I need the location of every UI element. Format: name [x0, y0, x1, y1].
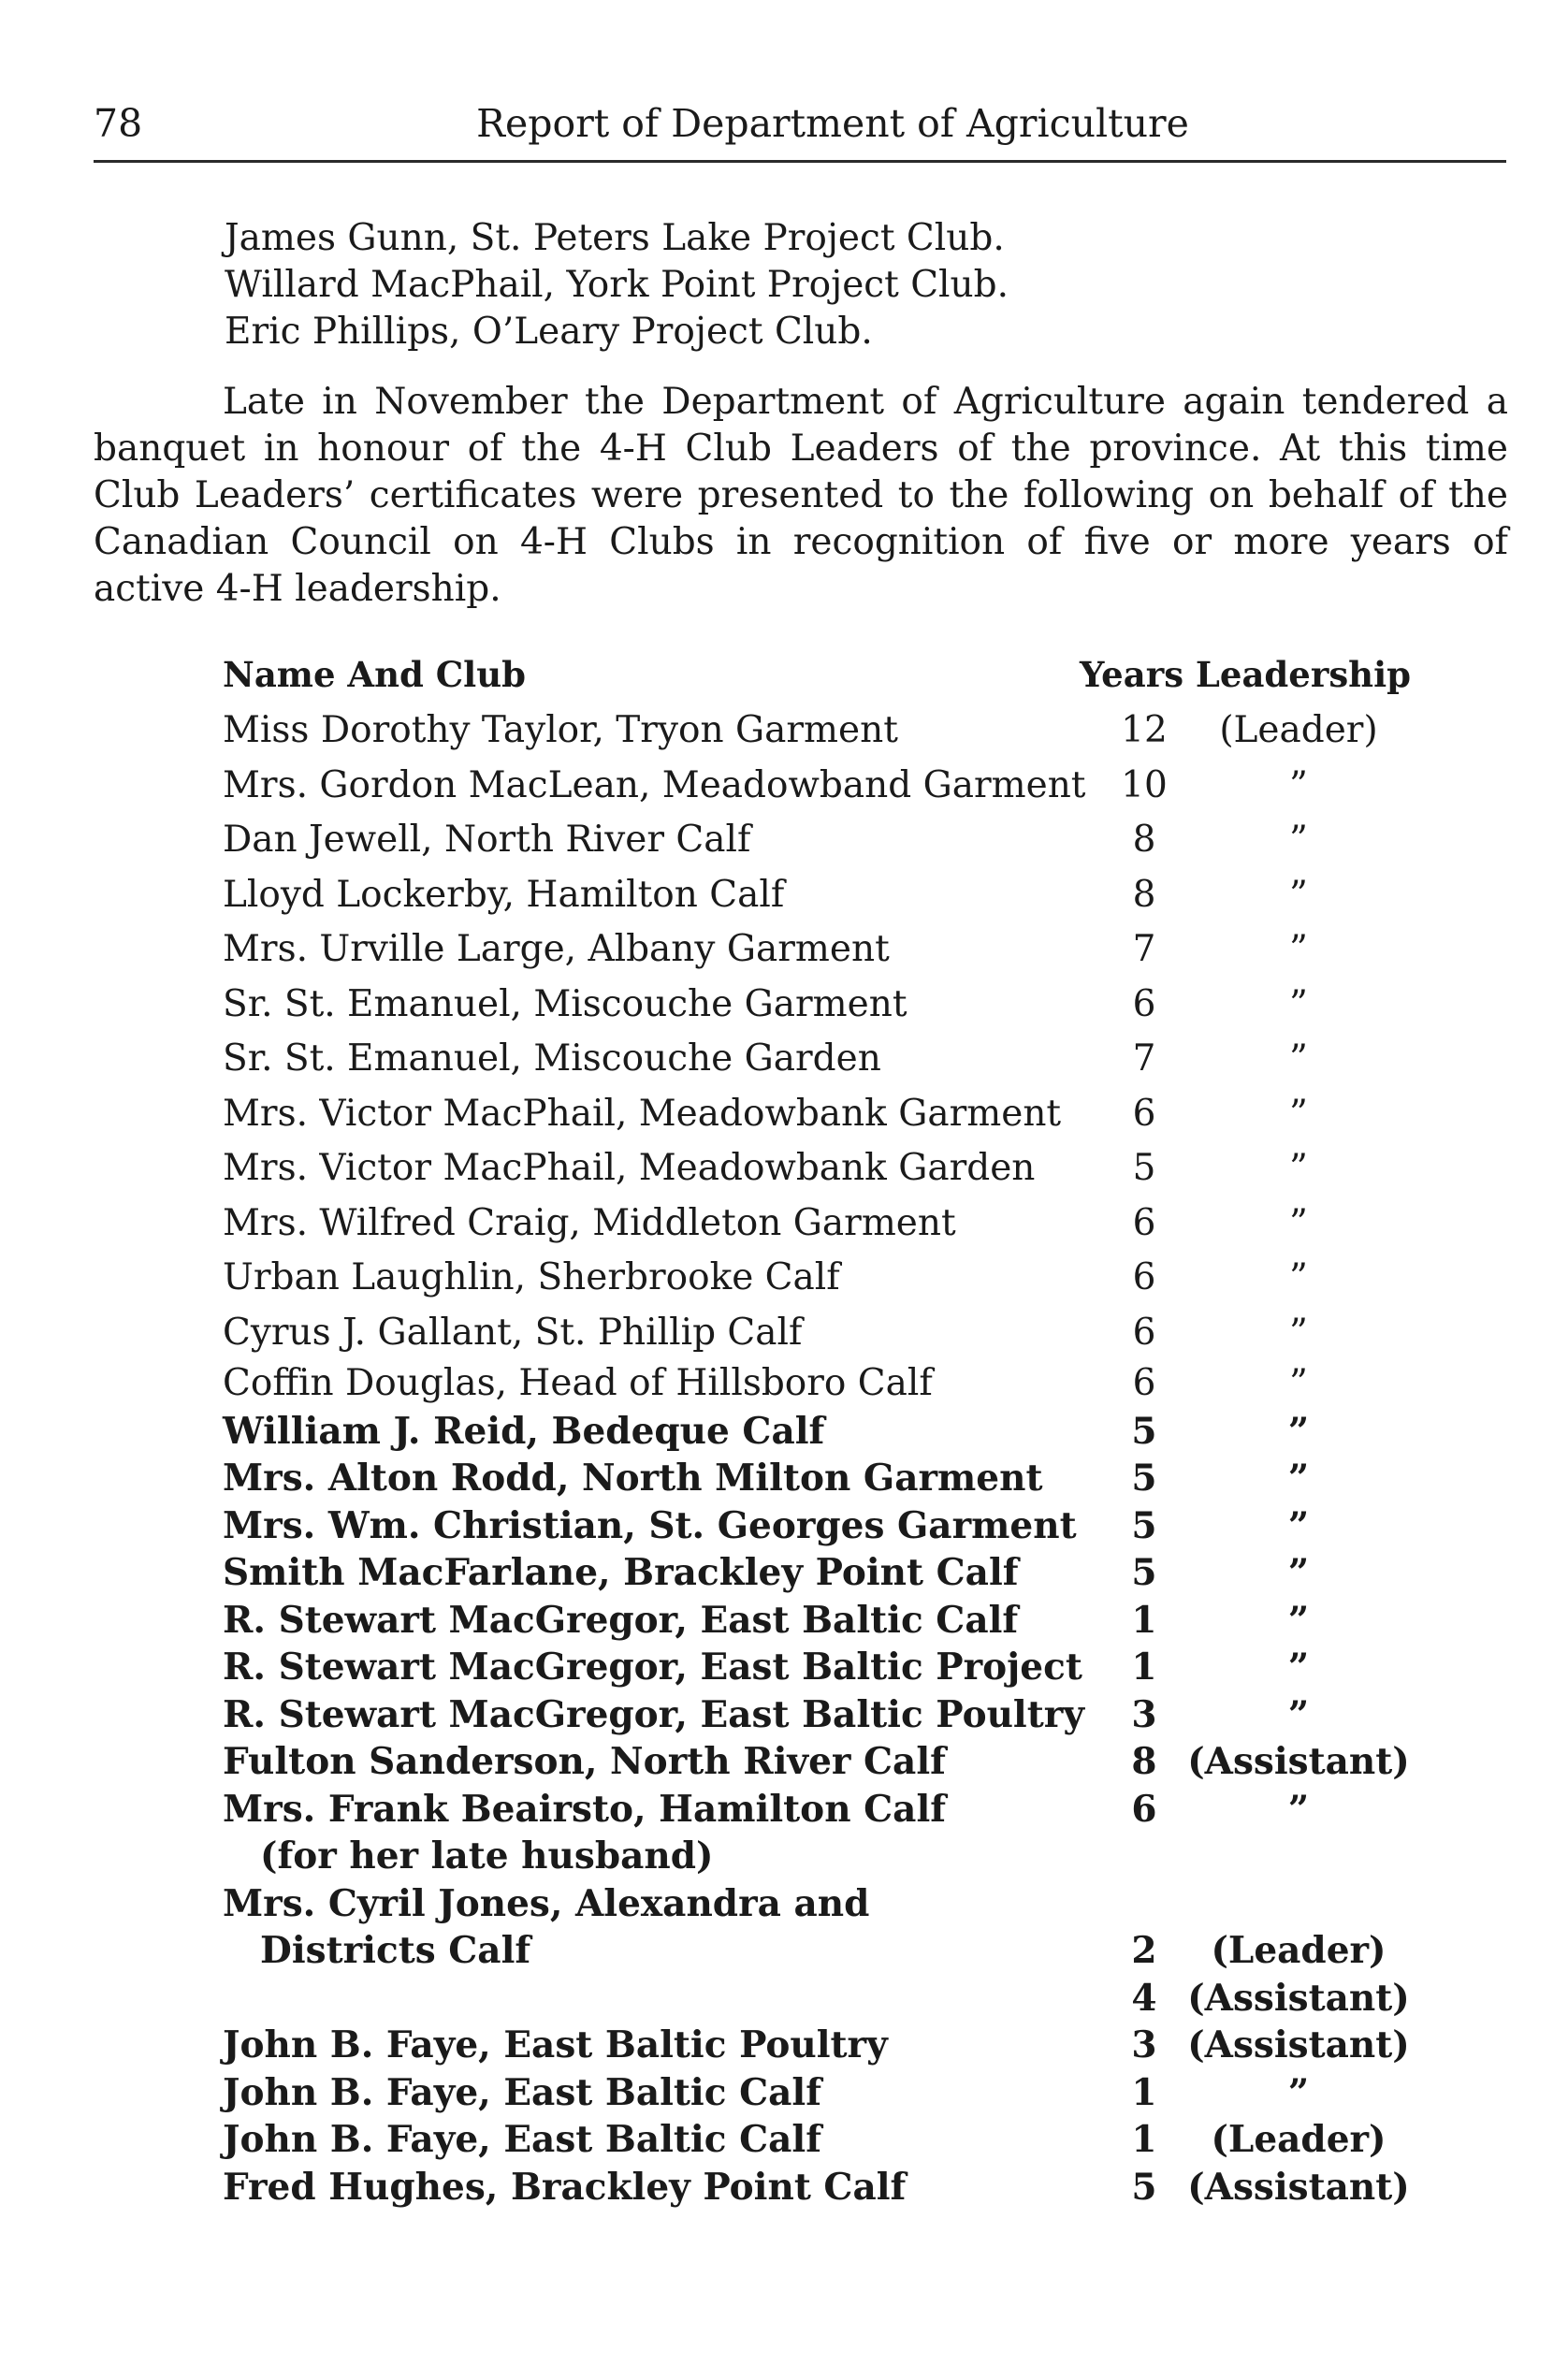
- table-row: [223, 868, 1411, 923]
- row-name-and-club: Districts Calf: [260, 1929, 531, 1972]
- row-leadership-role: ”: [1289, 873, 1308, 916]
- row-name-and-club: Mrs. Victor MacPhail, Meadowbank Garment: [223, 1092, 1062, 1135]
- row-leadership-role: (Leader): [1211, 2118, 1387, 2161]
- row-name-and-club: Coffin Douglas, Head of Hillsboro Calf: [223, 1362, 933, 1404]
- row-name-and-club: Fulton Sanderson, North River Calf: [223, 1740, 946, 1783]
- row-years: 6: [1132, 1362, 1156, 1404]
- table-row: [223, 1032, 1411, 1087]
- row-years: 7: [1132, 1037, 1156, 1080]
- leaders-table: [223, 645, 1411, 2211]
- row-name-and-club: Lloyd Lockerby, Hamilton Calf: [223, 873, 785, 916]
- row-name-and-club: John B. Faye, East Baltic Calf: [223, 2070, 821, 2114]
- row-years: 1: [1131, 1598, 1157, 1642]
- table-row: [223, 813, 1411, 868]
- club-list: [225, 215, 1441, 355]
- body-paragraph: Late in November the Department of Agriculture again tendered a banquet in honour of the 4-H Club Leaders of the province. At this time Club Leaders’ certificates were presented to the following on behalf of the Canadian Council on 4-H Clubs in recognition of five or more years of active 4-H leadership.: [94, 381, 1508, 610]
- table-header: [223, 645, 1411, 703]
- header-name-and-club: Name And Club: [223, 654, 527, 695]
- row-name-and-club: William J. Reid, Bedeque Calf: [223, 1409, 825, 1453]
- row-name-and-club: Mrs. Wm. Christian, St. Georges Garment: [223, 1503, 1077, 1547]
- header-years-leadership: Years Leadership: [1079, 654, 1411, 695]
- table-row: [223, 759, 1411, 814]
- row-leadership-role: ”: [1287, 1598, 1310, 1642]
- row-leadership-role: ”: [1287, 1503, 1310, 1547]
- table-row: [223, 1597, 1411, 1645]
- row-name-and-club: Mrs. Wilfred Craig, Middleton Garment: [223, 1201, 956, 1244]
- table-row: [223, 1251, 1411, 1306]
- row-name-and-club: Mrs. Gordon MacLean, Meadowband Garment: [223, 763, 1086, 806]
- table-row: [223, 1502, 1411, 1550]
- table-row: [223, 2116, 1411, 2164]
- row-leadership-role: (Assistant): [1187, 2023, 1410, 2066]
- row-years: 6: [1131, 1787, 1157, 1831]
- row-years: 3: [1131, 1692, 1157, 1736]
- row-years: 6: [1132, 1092, 1156, 1135]
- row-leadership-role: ”: [1289, 763, 1308, 806]
- table-row: [223, 2022, 1411, 2069]
- row-leadership-role: ”: [1289, 1092, 1308, 1135]
- row-years: 1: [1131, 2118, 1157, 2161]
- row-leadership-role: (Assistant): [1187, 2165, 1410, 2209]
- table-body: [223, 703, 1411, 2211]
- table-row: [223, 1306, 1411, 1361]
- row-leadership-role: (Assistant): [1187, 1740, 1410, 1783]
- row-name-and-club: R. Stewart MacGregor, East Baltic Poultry: [223, 1692, 1084, 1736]
- row-years: 1: [1131, 2070, 1157, 2114]
- row-years: 5: [1131, 1457, 1157, 1500]
- row-name-and-club: Mrs. Frank Beairsto, Hamilton Calf: [223, 1787, 947, 1831]
- table-row: [223, 2069, 1411, 2117]
- row-years: 5: [1131, 1503, 1157, 1547]
- row-name-and-club: John B. Faye, East Baltic Poultry: [223, 2023, 888, 2066]
- row-leadership-role: ”: [1287, 1457, 1310, 1500]
- row-years: 1: [1131, 1646, 1157, 1689]
- table-row: [223, 2164, 1411, 2211]
- row-years: 6: [1132, 1311, 1156, 1354]
- page-header: [94, 94, 1506, 153]
- table-row: [223, 1975, 1411, 2023]
- table-row: [223, 1360, 1411, 1408]
- row-years: 8: [1132, 873, 1156, 916]
- row-years: 5: [1131, 1409, 1157, 1453]
- row-leadership-role: ”: [1289, 1256, 1308, 1298]
- table-row: [223, 1141, 1411, 1196]
- row-name-and-club: Dan Jewell, North River Calf: [223, 819, 751, 861]
- row-name-and-club: Urban Laughlin, Sherbrooke Calf: [223, 1256, 840, 1298]
- row-name-and-club: Miss Dorothy Taylor, Tryon Garment: [223, 709, 898, 751]
- row-leadership-role: (Leader): [1219, 709, 1378, 751]
- row-name-and-club: Mrs. Urville Large, Albany Garment: [223, 928, 890, 970]
- row-leadership-role: ”: [1287, 1787, 1310, 1831]
- row-years: 3: [1131, 2023, 1157, 2066]
- row-name-and-club: Smith MacFarlane, Brackley Point Calf: [223, 1551, 1019, 1594]
- table-row: [223, 1549, 1411, 1597]
- header-rule: [94, 160, 1506, 163]
- page-number: 78: [94, 101, 143, 146]
- row-years: 8: [1132, 819, 1156, 861]
- row-name-and-club: Cyrus J. Gallant, St. Phillip Calf: [223, 1311, 803, 1354]
- table-row: [223, 1786, 1411, 1834]
- row-years: 5: [1131, 1551, 1157, 1594]
- row-name-and-club: Mrs. Cyril Jones, Alexandra and: [223, 1881, 870, 1925]
- row-years: 5: [1132, 1147, 1156, 1189]
- row-leadership-role: ”: [1287, 1692, 1310, 1736]
- row-name-and-club: Sr. St. Emanuel, Miscouche Garden: [223, 1037, 881, 1080]
- row-leadership-role: ”: [1289, 1362, 1308, 1404]
- table-row: [223, 1738, 1411, 1786]
- row-name-and-club: Mrs. Victor MacPhail, Meadowbank Garden: [223, 1147, 1036, 1189]
- table-row: [223, 1691, 1411, 1739]
- row-leadership-role: ”: [1287, 1646, 1310, 1689]
- table-row: [223, 978, 1411, 1033]
- row-years: 12: [1121, 709, 1168, 751]
- row-years: 2: [1131, 1929, 1157, 1972]
- row-name-and-club: Mrs. Alton Rodd, North Milton Garment: [223, 1457, 1043, 1500]
- row-leadership-role: (Leader): [1211, 1929, 1387, 1972]
- running-head: Report of Department of Agriculture: [476, 101, 1189, 146]
- row-years: 10: [1121, 763, 1168, 806]
- row-name-and-club: (for her late husband): [260, 1834, 714, 1878]
- row-leadership-role: ”: [1289, 1037, 1308, 1080]
- row-years: 6: [1132, 1201, 1156, 1244]
- row-name-and-club: Fred Hughes, Brackley Point Calf: [223, 2165, 907, 2209]
- table-row: [223, 1196, 1411, 1252]
- row-leadership-role: ”: [1289, 928, 1308, 970]
- row-name-and-club: Sr. St. Emanuel, Miscouche Garment: [223, 982, 907, 1025]
- row-name-and-club: R. Stewart MacGregor, East Baltic Project: [223, 1646, 1082, 1689]
- row-leadership-role: ”: [1289, 819, 1308, 861]
- club-list-item: Willard MacPhail, York Point Project Club.: [225, 264, 1009, 306]
- row-leadership-role: ”: [1289, 1147, 1308, 1189]
- row-leadership-role: ”: [1289, 1311, 1308, 1354]
- table-row: [223, 1644, 1411, 1691]
- table-row: [223, 1833, 1411, 1880]
- table-row: [223, 1408, 1411, 1456]
- row-years: 6: [1132, 1256, 1156, 1298]
- row-years: 8: [1131, 1740, 1157, 1783]
- row-leadership-role: ”: [1289, 982, 1308, 1025]
- row-years: 7: [1132, 928, 1156, 970]
- row-leadership-role: (Assistant): [1187, 1976, 1410, 2020]
- row-leadership-role: ”: [1287, 1551, 1310, 1594]
- table-row: [223, 922, 1411, 978]
- row-leadership-role: ”: [1287, 2070, 1310, 2114]
- club-list-item: Eric Phillips, O’Leary Project Club.: [225, 311, 873, 353]
- row-name-and-club: R. Stewart MacGregor, East Baltic Calf: [223, 1598, 1019, 1642]
- table-row: [223, 1880, 1411, 1928]
- row-leadership-role: ”: [1287, 1409, 1310, 1453]
- table-row: [223, 1927, 1411, 1975]
- row-years: 4: [1131, 1976, 1157, 2020]
- table-row: [223, 703, 1411, 759]
- row-leadership-role: ”: [1289, 1201, 1308, 1244]
- table-row: [223, 1455, 1411, 1502]
- row-years: 6: [1132, 982, 1156, 1025]
- table-row: [223, 1087, 1411, 1142]
- row-years: 5: [1131, 2165, 1157, 2209]
- row-name-and-club: John B. Faye, East Baltic Calf: [223, 2118, 821, 2161]
- club-list-item: James Gunn, St. Peters Lake Project Club.: [225, 217, 1005, 259]
